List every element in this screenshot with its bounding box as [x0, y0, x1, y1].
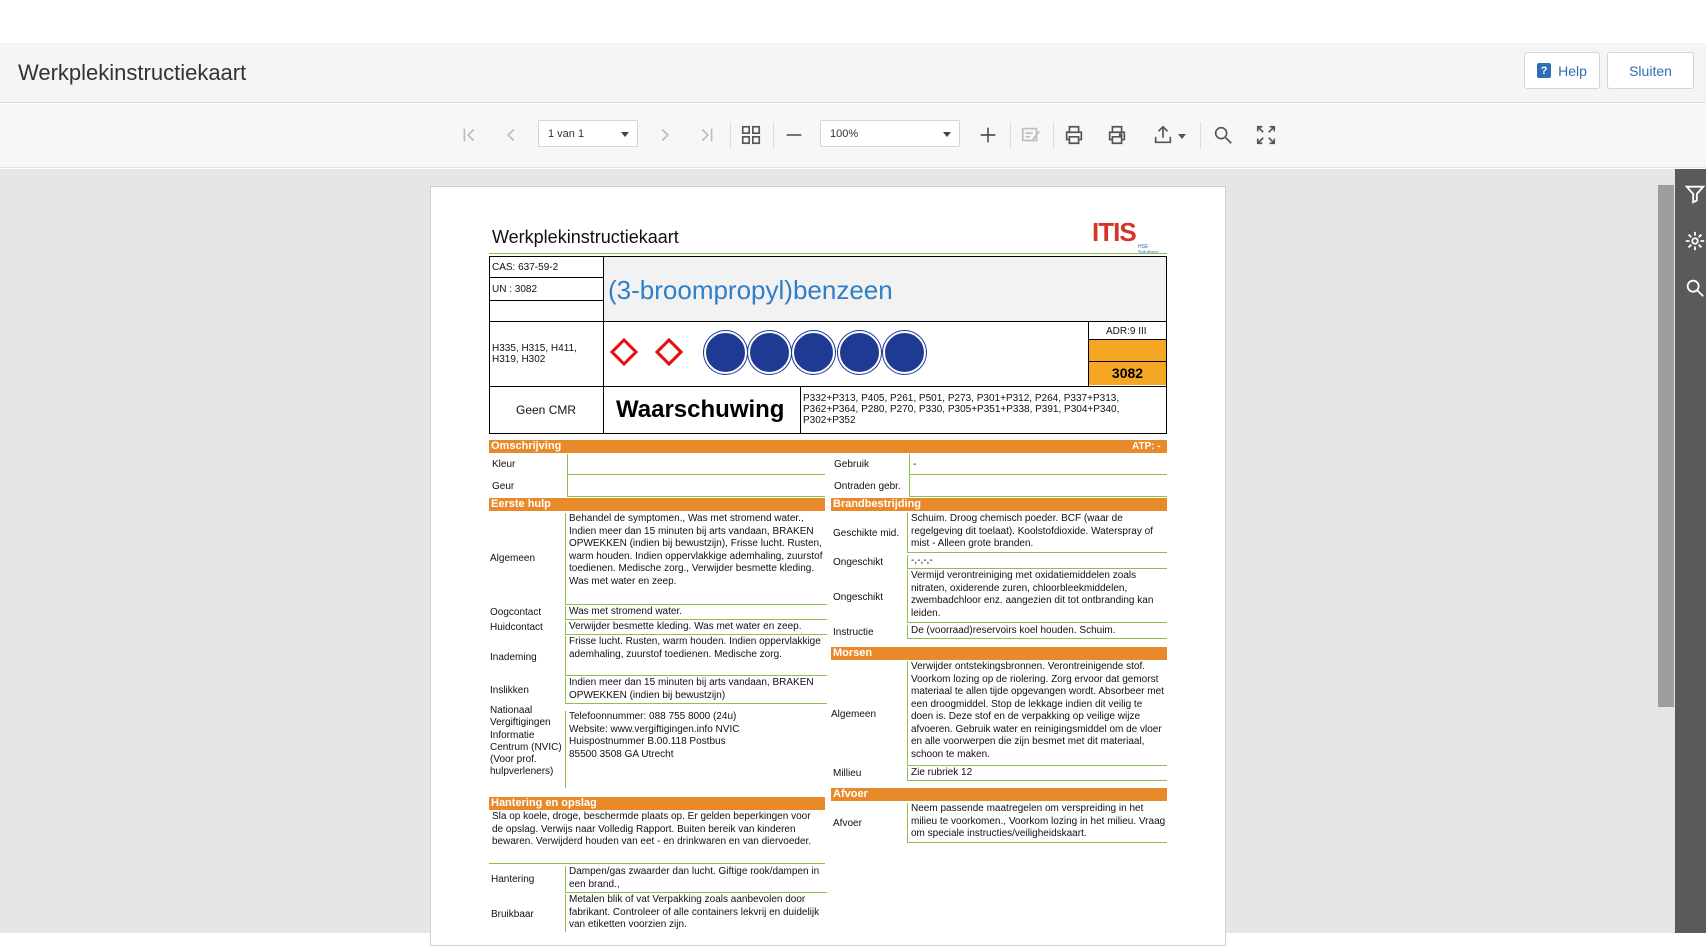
- filter-icon[interactable]: [1684, 183, 1706, 205]
- print-icon[interactable]: [1059, 120, 1089, 150]
- row-line: [565, 892, 827, 893]
- close-button[interactable]: Sluiten: [1607, 52, 1694, 89]
- toolbar-separator: [1053, 122, 1054, 148]
- oogcontact-value: Was met stromend water.: [565, 606, 827, 619]
- thumbnails-icon[interactable]: [736, 120, 766, 150]
- hazard-plate-number: 3082: [1089, 362, 1166, 385]
- opslag-text: Sla op koele, droge, beschermde plaats op. Er gelden beperkingen voor de opslag. Verwijs naar Volledig Rapport. Buiten bereik van kinderen bewaren. Verwijderd houden van eet - en drinkwaren en van diervoeder.: [492, 811, 812, 847]
- next-page-icon[interactable]: [650, 120, 680, 150]
- search-icon[interactable]: [1684, 277, 1706, 299]
- box-divider: [489, 300, 603, 301]
- gear-icon[interactable]: [1684, 230, 1706, 252]
- inslikken-value: Indien meer dan 15 minuten bij arts vandaan, BRAKEN OPWEKKEN (indien bij bewustzijn): [565, 677, 827, 703]
- toolbar-separator: [730, 122, 731, 148]
- row-line: [489, 863, 825, 864]
- row-line: [907, 568, 1167, 569]
- zoom-in-icon[interactable]: [973, 120, 1003, 150]
- row-line: [907, 622, 1167, 623]
- chevron-down-icon: [621, 132, 629, 137]
- title-underline: [489, 253, 1167, 254]
- bruikbaar-label: Bruikbaar: [491, 909, 534, 920]
- nvic-value: Telefoonnummer: 088 755 8000 (24u) Website: www.vergiftigingen.info NVIC Huispostnummer B.00.118 Postbus 85500 3508 GA Utrecht: [565, 711, 755, 788]
- scrollbar[interactable]: [1658, 185, 1674, 707]
- row-line: [565, 675, 827, 676]
- title-bar: [0, 43, 1706, 103]
- gebruik-value: -: [913, 459, 917, 470]
- atp-value: ATP: -: [1132, 441, 1161, 452]
- inslikken-label: Inslikken: [490, 685, 529, 696]
- zoom-select[interactable]: [820, 120, 960, 147]
- ongeschikt-label: Ongeschikt: [833, 557, 884, 568]
- row-line: [565, 619, 827, 620]
- logo-text: ITIS: [1092, 217, 1136, 247]
- last-page-icon[interactable]: [692, 120, 722, 150]
- ongeschikt-value-1: -,-,-,-: [907, 555, 1167, 568]
- row-line: [907, 552, 1167, 553]
- row-line: [909, 496, 1167, 497]
- box-divider: [489, 386, 1167, 387]
- substance-name: (3-broompropyl)benzeen: [608, 275, 893, 305]
- respirator-ppe-icon: [704, 331, 747, 374]
- col-line: [567, 454, 568, 496]
- chevron-down-icon: [943, 132, 951, 137]
- adr-class: ADR:9 III: [1106, 326, 1147, 337]
- instructie-label: Instructie: [833, 627, 874, 638]
- huidcontact-value: Verwijder besmette kleding. Was met water en zeep.: [565, 621, 827, 634]
- oogcontact-label: Oogcontact: [490, 607, 542, 618]
- instructie-value: De (voorraad)reservoirs koel houden. Schuim.: [907, 625, 1167, 638]
- ontraden-label: Ontraden gebr.: [834, 481, 901, 492]
- zoom-out-icon[interactable]: [779, 120, 809, 150]
- help-button[interactable]: [1524, 52, 1600, 89]
- protective-suit-ppe-icon: [792, 331, 835, 374]
- toolbar-separator: [1010, 122, 1011, 148]
- export-icon[interactable]: [1148, 120, 1178, 150]
- section-hantering-opslag: Hantering en opslag: [489, 797, 825, 810]
- un-number-label: UN : 3082: [492, 284, 538, 295]
- milieu-label: Millieu: [833, 768, 862, 779]
- section-eerste-hulp: Eerste hulp: [489, 498, 825, 511]
- itis-logo: [1092, 219, 1170, 253]
- page-select[interactable]: [538, 120, 638, 147]
- row-line: [907, 780, 1167, 781]
- huidcontact-label: Huidcontact: [490, 622, 543, 633]
- print-layout-icon[interactable]: [1102, 120, 1132, 150]
- zoom-select-value: 100%: [830, 128, 859, 140]
- bruikbaar-value: Metalen blik of vat Verpakking zoals aanbevolen door fabrikant. Controleer of alle containers lekvrij en duidelijk van etiketten voorzien zijn.: [565, 894, 827, 932]
- afvoer-value: Neem passende maatregelen om verspreiding in het milieu te voorkomen., Voorkom lozing in het milieu. Vraag om speciale instructies/veiligheidskaart.: [907, 803, 1167, 842]
- milieu-value: Zie rubriek 12: [907, 767, 1167, 780]
- ongeschikt-label-2: Ongeschikt: [833, 592, 884, 603]
- row-line: [567, 496, 825, 497]
- p-statements: P332+P313, P405, P261, P501, P273, P301+P312, P264, P337+P313, P362+P364, P280, P270, P330, P305+P351+P338, P391, P304+P340, P302+P352: [803, 393, 1120, 426]
- algemeen-label: Algemeen: [490, 553, 536, 564]
- section-brandbestrijding: Brandbestrijding: [831, 498, 1167, 511]
- previous-page-icon[interactable]: [496, 120, 526, 150]
- toolbar-separator: [773, 122, 774, 148]
- geschikte-label: Geschikte mid.: [833, 528, 900, 539]
- h-statements: H335, H315, H411, H319, H302: [492, 343, 577, 365]
- hazard-plate-top: [1089, 339, 1166, 362]
- box-divider: [489, 277, 603, 278]
- row-line: [565, 604, 827, 605]
- cas-number: CAS: 637-59-2: [492, 262, 559, 273]
- page-select-value: 1 van 1: [548, 128, 585, 140]
- section-omschrijving: Omschrijving: [489, 440, 1167, 453]
- viewer-toolbar: [0, 104, 1706, 168]
- col-line: [909, 454, 910, 496]
- geur-label: Geur: [492, 481, 515, 492]
- row-line: [565, 703, 827, 704]
- section-morsen: Morsen: [831, 647, 1167, 660]
- algemeen-value: Behandel de symptomen., Was met stromend water., Indien meer dan 15 minuten bij arts vandaan, BRAKEN OPWEKKEN (indien bij bewustzijn), Frisse lucht. Rusten, warm houden. Indien oppervlakkige ademhaling, zuurstof toedienen. Medische zorg., Verwijder besmette kleding. Was met water en zeep.: [565, 513, 827, 604]
- box-divider: [489, 321, 1167, 322]
- gebruik-label: Gebruik: [834, 459, 870, 470]
- hantering-value: Dampen/gas zwaarder dan lucht. Giftige rook/dampen in een brand.,: [565, 866, 827, 892]
- search-icon[interactable]: [1208, 120, 1238, 150]
- goggles-ppe-icon: [883, 331, 926, 374]
- kleur-label: Kleur: [492, 459, 516, 470]
- row-line: [907, 842, 1167, 843]
- cmr-status: Geen CMR: [516, 403, 577, 417]
- help-label: Help: [1558, 62, 1587, 79]
- afvoer-label: Afvoer: [833, 818, 862, 829]
- ongeschikt-value-2: Vermijd verontreiniging met oxidatiemiddelen zoals nitraten, oxiderende zuren, chloorbleekmiddelen, zwembadchloor enz. aangezien dit tot ontbranding kan leiden.: [907, 570, 1167, 622]
- row-line: [909, 474, 1167, 475]
- fullscreen-icon[interactable]: [1251, 120, 1281, 150]
- chevron-down-icon[interactable]: [1178, 134, 1186, 139]
- top-blank-area: [0, 0, 1706, 43]
- document-title: Werkplekinstructiekaart: [492, 227, 679, 247]
- row-line: [567, 474, 825, 475]
- section-afvoer: Afvoer: [831, 788, 1167, 801]
- row-line: [565, 634, 827, 635]
- gloves-ppe-icon: [748, 331, 791, 374]
- inademing-value: Frisse lucht. Rusten, warm houden. Indien oppervlakkige ademhaling, zuurstof toedienen. Medische zorg.: [565, 636, 827, 675]
- toolbar-separator: [1200, 122, 1201, 148]
- signal-word: Waarschuwing: [616, 396, 785, 423]
- hantering-label: Hantering: [491, 874, 535, 885]
- morsen-algemeen-label: Algemeen: [831, 709, 877, 720]
- inademing-label: Inademing: [490, 652, 537, 663]
- logo-tagline: HSE: [1138, 244, 1149, 250]
- nvic-label: Nationaal Vergiftigingen Informatie Centrum (NVIC) (Voor prof. hulpverleners): [490, 705, 562, 778]
- app-title: Werkplekinstructiekaart: [18, 60, 247, 85]
- box-divider: [800, 386, 801, 434]
- boots-ppe-icon: [838, 331, 881, 374]
- morsen-algemeen-value: Verwijder ontstekingsbronnen. Verontreinigende stof. Voorkom lozing op de riolering. Zorg ervoor dat gemorst materiaal te allen tijde opgevangen wordt. Absorbeer met een droogmiddel. Stop de lekkage indien dit veilig te doen is. Deze stof en de verpakking op veilige wijze afvoeren. Gebruik water en reinigingsmiddel om de vloer en alle voorwerpen die zijn besmet met dit materiaal, schoon te maken.: [907, 661, 1167, 765]
- edit-fields-icon[interactable]: [1016, 120, 1046, 150]
- row-line: [907, 765, 1167, 766]
- help-icon: ?: [1537, 63, 1551, 78]
- geschikte-value: Schuim. Droog chemisch poeder. BCF (waar de regelgeving dit toelaat). Koolstofdioxide. Waterspray of mist - Alleen grote branden.: [907, 513, 1167, 552]
- row-line: [907, 638, 1167, 639]
- first-page-icon[interactable]: [454, 120, 484, 150]
